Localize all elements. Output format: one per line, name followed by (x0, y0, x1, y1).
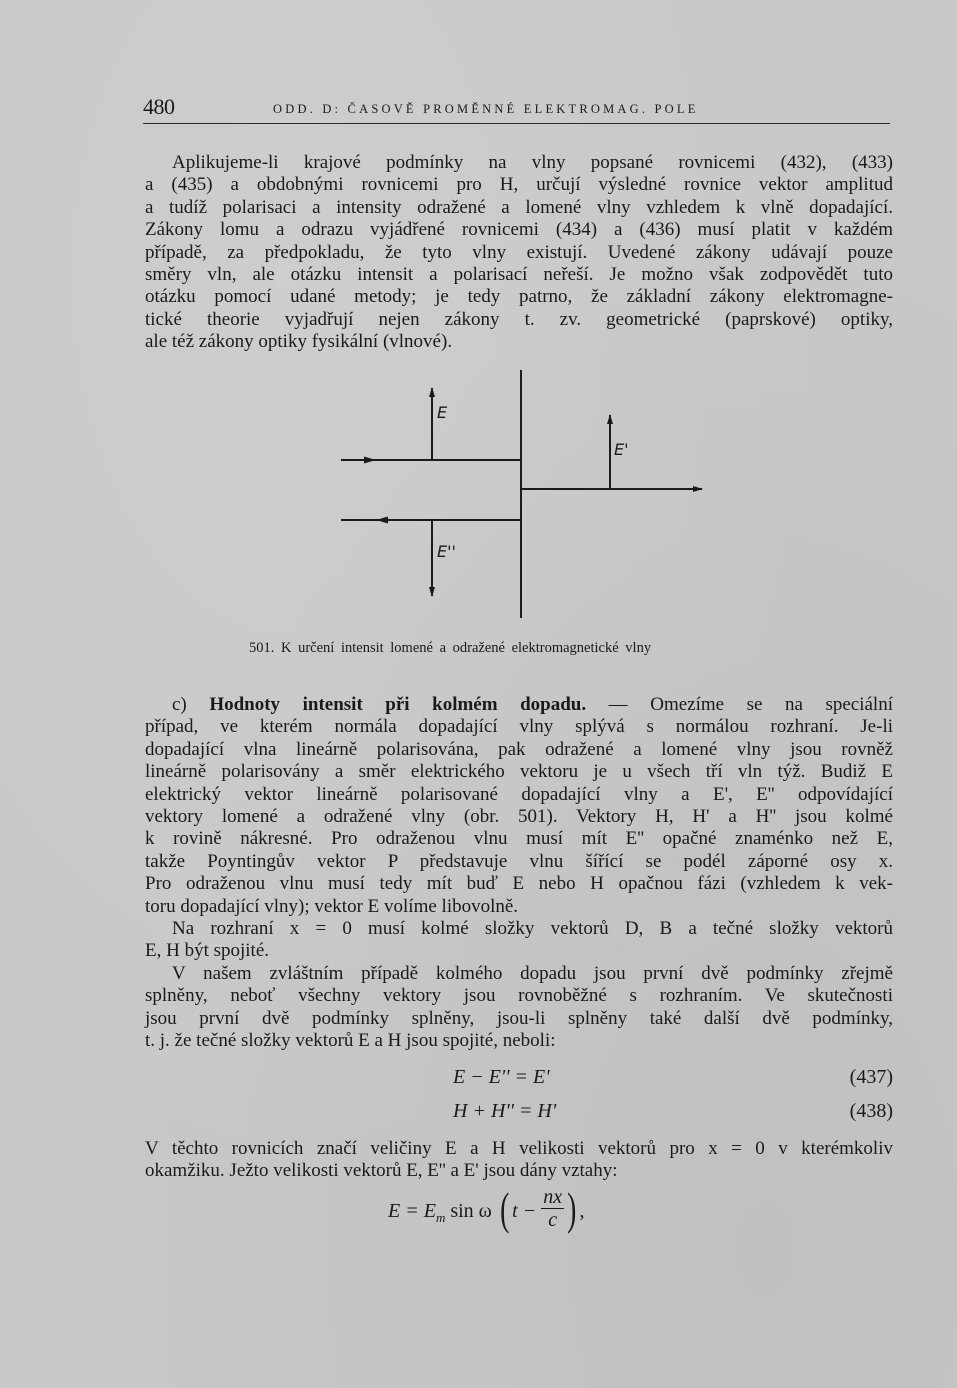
eq-lhs: E = E (388, 1200, 436, 1223)
running-head (143, 94, 893, 124)
text-line: V těchto rovnicích značí veličiny E a H velikosti vektorů pro x = 0 v kterémkoliv (145, 1138, 893, 1159)
text-line: a (435) a obdobnými rovnicemi pro H, určují výsledné rovnice vektor amplitud (145, 174, 893, 196)
text-line: Zákony lomu a odrazu vyjádřené rovnicemi (434) a (436) musí platit v každém (145, 219, 893, 241)
equation-expression: E − E'' = E' (453, 1066, 550, 1088)
running-title: ODD. D: ČASOVĚ PROMĚNNÉ ELEKTROMAG. POLE (273, 102, 699, 116)
equation-437 (145, 1066, 893, 1092)
label-incident-e: E (437, 403, 448, 422)
section-prefix: c) (172, 694, 187, 715)
text-line: Pro odraženou vlnu musí tedy mít buď E nebo H opačnou fázi (vzhledem k vek- (145, 873, 893, 895)
paragraph-boundary (145, 918, 893, 963)
text-line: E, H být spojité. (145, 940, 270, 962)
text-line: takže Poyntingův vektor P představuje vlnu šířící se podél záporné osy x. (145, 850, 893, 872)
equation-wave (388, 1182, 585, 1250)
section-c (145, 694, 893, 918)
section-heading: Hodnoty intensit při kolmém dopadu. (209, 694, 587, 715)
incident-ray-arrow (364, 457, 376, 464)
paragraph-intro (145, 152, 893, 354)
text-line: splněny, neboť všechny vektory jsou rovnoběžné s rozhraním. Ve skutečnosti (145, 985, 893, 1007)
eq-t: t − (512, 1200, 542, 1223)
wave-diagram (330, 370, 720, 620)
text-line: a tudíž polarisaci a intensity odražené a lomené vlny vzhledem k vlně dopadající. (145, 196, 893, 218)
text-line: Aplikujeme-li krajové podmínky na vlny popsané rovnicemi (432), (433) (172, 152, 893, 173)
figure-caption: 501. K určení intensit lomené a odražené elektromagnetické vlny (249, 640, 652, 656)
page-number: 480 (143, 94, 175, 119)
text-line: Na rozhraní x = 0 musí kolmé složky vektorů D, B a tečné složky vektorů (172, 918, 893, 939)
text-line: případě, za předpokladu, že tyto vlny existují. Uvedené zákony udávají pouze (145, 241, 893, 263)
text-line: ale též zákony optiky fysikální (vlnové). (145, 331, 453, 353)
paragraph-special-case (145, 963, 893, 1053)
text-line: vektory lomené a odražené vlny (obr. 501). Vektory H, H' a H'' jsou kolmé (145, 806, 893, 828)
text-line: t. j. že tečné složky vektorů E a H jsou spojité, neboli: (145, 1030, 556, 1052)
label-refracted-e: E' (614, 440, 629, 459)
left-paren: ( (499, 1182, 510, 1234)
eq-func: sin ω (445, 1200, 497, 1223)
text-line: lineárně polarisovány a směr elektrického vektoru je u všech tří vln týž. Budiž E (145, 761, 893, 783)
numerator: nx (543, 1186, 563, 1208)
label-reflected-e: E'' (437, 542, 456, 561)
header-rule (143, 123, 890, 124)
figure-501 (330, 370, 720, 620)
equation-number: (437) (849, 1066, 893, 1088)
text-line: Omezíme se na speciální (650, 694, 893, 715)
text-line: elektrický vektor lineárně polarisované dopadající vlny a E', E'' odpovídající (145, 783, 893, 805)
eq-trail: , (579, 1200, 585, 1223)
paragraph-after-equations (145, 1138, 893, 1183)
text-line: jsou první dvě podmínky splněny, jsou-li splněny také další dvě podmínky, (145, 1007, 893, 1029)
text-line: směry vln, ale otázku intensit a polarisací neřeší. Je možno však zodpovědět tuto (145, 264, 893, 286)
denominator: c (548, 1209, 558, 1231)
equation-438 (145, 1100, 893, 1126)
equation-number: (438) (849, 1100, 893, 1122)
text-line: otázku pomocí udané metody; je tedy patrno, že základní zákony elektromagne- (145, 286, 893, 308)
eq-subscript: m (435, 1210, 446, 1226)
text-line: okamžiku. Ježto velikosti vektorů E, E'' a E' jsou dány vztahy: (145, 1160, 618, 1182)
text-line: toru dopadající vlny); vektor E volíme libovolně. (145, 895, 519, 917)
right-paren: ) (567, 1182, 577, 1234)
em-dash: — (608, 694, 628, 715)
text-line: k rovině nákresné. Pro odraženou vlnu musí mít E'' opačné znaménko než E, (145, 828, 893, 850)
fraction (541, 1186, 564, 1231)
text-line: případ, ve kterém normála dopadající vlny splývá s normálou rozhraní. Je-li (145, 716, 893, 738)
text-line: V našem zvláštním případě kolmého dopadu jsou první dvě podmínky zřejmě (172, 963, 893, 984)
equation-expression: H + H'' = H' (453, 1100, 557, 1122)
section-heading-line (145, 694, 893, 716)
text-line: dopadající vlna lineárně polarisována, pak odražené a lomené vlny jsou rovněž (145, 738, 893, 760)
reflected-ray-arrow (376, 517, 388, 524)
text-line: tické theorie vyjadřují nejen zákony t. zv. geometrické (paprskové) optiky, (145, 308, 893, 330)
